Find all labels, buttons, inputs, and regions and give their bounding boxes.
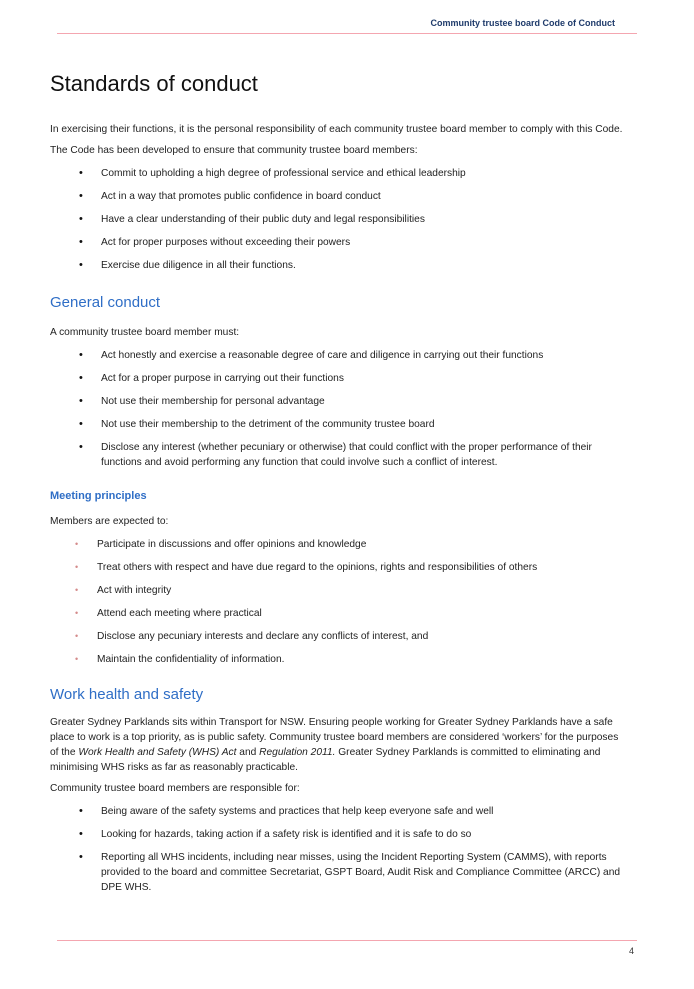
footer-divider — [57, 940, 637, 941]
header-divider — [57, 33, 637, 34]
meeting-principles-bullet-list — [50, 537, 628, 667]
list-item: • Looking for hazards, taking action if a safety risk is identified and it is safe to do so — [50, 827, 628, 842]
section-heading-work-health-and-safety: Work health and safety — [50, 686, 204, 703]
whs-lead: Community trustee board members are responsible for: — [50, 783, 300, 794]
list-item: • Attend each meeting where practical — [50, 606, 628, 621]
running-header-title: Community trustee board Code of Conduct — [430, 18, 615, 28]
list-item: • Act in a way that promotes public confidence in board conduct — [50, 189, 628, 204]
page-title: Standards of conduct — [50, 71, 258, 96]
section-heading-general-conduct: General conduct — [50, 294, 161, 311]
intro-paragraph-2: The Code has been developed to ensure that community trustee board members: — [50, 145, 418, 156]
intro-paragraph-1: In exercising their functions, it is the personal responsibility of each community trustee board member to comply with this Code. — [50, 124, 623, 135]
whs-text: Greater Sydney Parklands is committed to eliminating and minimising WHS risks as far as reasonably practicable. — [50, 747, 601, 773]
list-item: • Treat others with respect and have due regard to the opinions, rights and responsibilities of others — [50, 560, 628, 575]
list-item: • Disclose any pecuniary interests and declare any conflicts of interest, and — [50, 629, 628, 644]
whs-bullet-list — [50, 804, 628, 895]
list-item: • Exercise due diligence in all their functions. — [50, 258, 628, 273]
list-item: • Act for a proper purpose in carrying out their functions — [50, 371, 628, 386]
list-item: • Disclose any interest (whether pecuniary or otherwise) that could conflict with the proper performance of their functions and avoid performing any function that could involve such a conflict of interest. — [50, 440, 628, 470]
list-item: • Not use their membership for personal advantage — [50, 394, 628, 409]
page-content — [50, 66, 628, 895]
whs-act-name: Work Health and Safety (WHS) Act — [78, 747, 237, 758]
list-item: • Commit to upholding a high degree of professional service and ethical leadership — [50, 166, 628, 181]
list-item: • Act for proper purposes without exceeding their powers — [50, 235, 628, 250]
list-item: • Act honestly and exercise a reasonable degree of care and diligence in carrying out their functions — [50, 348, 628, 363]
list-item: • Participate in discussions and offer opinions and knowledge — [50, 537, 628, 552]
page-number: 4 — [628, 946, 634, 956]
general-conduct-bullet-list — [50, 348, 628, 470]
list-item: • Being aware of the safety systems and practices that help keep everyone safe and well — [50, 804, 628, 819]
list-item: • Act with integrity — [50, 583, 628, 598]
section-heading-meeting-principles: Meeting principles — [50, 490, 147, 502]
whs-paragraph — [50, 715, 628, 775]
list-item: • Maintain the confidentiality of information. — [50, 652, 628, 667]
whs-regulation-name: Regulation 2011. — [259, 747, 336, 758]
general-conduct-lead: A community trustee board member must: — [50, 327, 240, 338]
whs-text: Greater Sydney Parklands sits within Transport for NSW. Ensuring people working for Greater Sydney Parklands have a safe place to work is a top priority, as is public safety. Community trustee board members are considered ‘workers’ for the purposes of the — [50, 717, 619, 758]
meeting-principles-lead: Members are expected to: — [50, 516, 169, 527]
whs-text: and — [236, 747, 260, 758]
list-item: • Have a clear understanding of their public duty and legal responsibilities — [50, 212, 628, 227]
list-item: • Not use their membership to the detriment of the community trustee board — [50, 417, 628, 432]
list-item: • Reporting all WHS incidents, including near misses, using the Incident Reporting System (CAMMS), with reports provided to the board and committee Secretariat, GSPT Board, Audit Risk and Compliance Committee (ARCC) and DPE WHS. — [50, 850, 628, 895]
standards-bullet-list — [50, 166, 628, 273]
